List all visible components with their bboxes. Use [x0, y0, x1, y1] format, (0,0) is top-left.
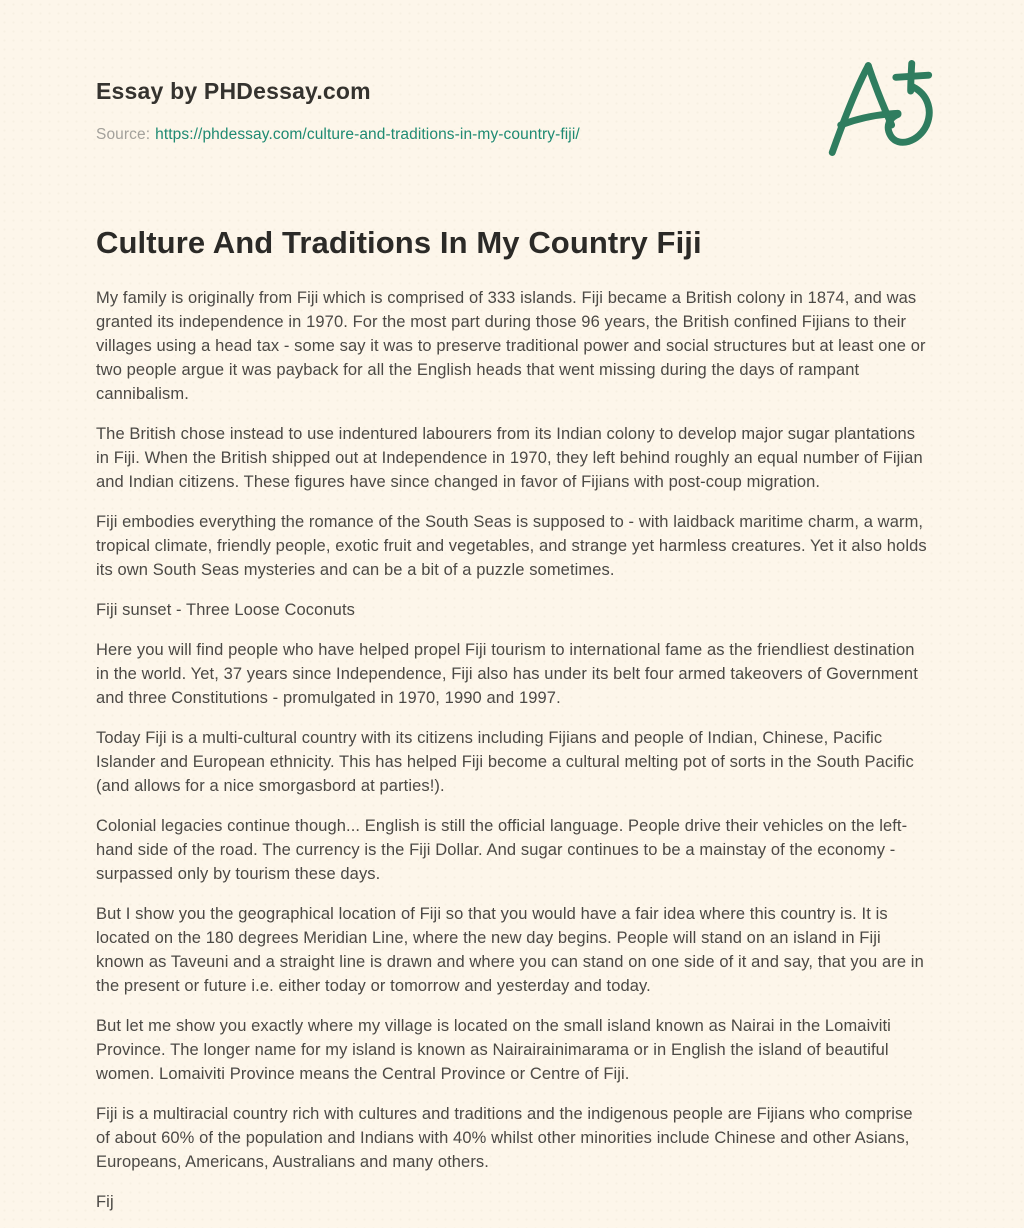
essay-paragraph: Here you will find people who have helped propel Fiji tourism to international fame as the friendliest destination in the world. Yet, 37 years since Independence, Fiji also has under its belt four armed takeovers of Government and three Constitutions - promulgated in 1970, 1990 and 1997.	[96, 641, 918, 707]
essay-content	[96, 225, 928, 1214]
essay-paragraph: The British chose instead to use indentured labourers from its Indian colony to develop major sugar plantations in Fiji. When the British shipped out at Independence in 1970, they left behind roughly an equal number of Fijian and Indian citizens. These figures have since changed in favor of Fijians with post-coup migration.	[96, 425, 923, 491]
essay-paragraph: Colonial legacies continue though... English is still the official language. People drive their vehicles on the left-hand side of the road. The currency is the Fiji Dollar. And sugar continues to be a mainstay of the economy - surpassed only by tourism these days.	[96, 817, 908, 883]
source-label: Source:	[96, 126, 151, 143]
essay-body	[96, 286, 928, 1214]
essay-paragraph: Fij	[96, 1193, 114, 1211]
page-header	[96, 78, 928, 144]
source-url-link[interactable]: https://phdessay.com/culture-and-traditions-in-my-country-fiji/	[155, 126, 580, 143]
essay-paragraph: My family is originally from Fiji which is comprised of 333 islands. Fiji became a British colony in 1874, and was granted its independence in 1970. For the most part during those 96 years, the British confined Fijians to their villages using a head tax - some say it was to preserve traditional power and social structures but at least one or two people argue it was payback for all the English heads that went missing during the days of rampant cannibalism.	[96, 289, 926, 403]
logo-hook	[888, 87, 929, 142]
essay-paragraph: Today Fiji is a multi-cultural country with its citizens including Fijians and people of Indian, Chinese, Pacific Islander and European ethnicity. This has helped Fiji become a cultural melting pot of sorts in the South Pacific (and allows for a nice smorgasbord at parties!).	[96, 729, 914, 795]
essay-paragraph: But let me show you exactly where my village is located on the small island known as Nairai in the Lomaiviti Province. The longer name for my island is known as Nairairainimarama or in English the island of beautiful women. Lomaiviti Province means the Central Province or Centre of Fiji.	[96, 1017, 891, 1083]
source-line	[96, 126, 928, 144]
site-title: Essay by PHDessay.com	[96, 78, 371, 104]
essay-paragraph: Fiji sunset - Three Loose Coconuts	[96, 601, 355, 619]
phdessay-a-plus-logo-icon	[828, 58, 934, 158]
essay-paragraph: Fiji is a multiracial country rich with cultures and traditions and the indigenous people are Fijians who comprise of about 60% of the population and Indians with 40% whilst other minorities include Chinese and other Asians, Europeans, Americans, Australians and many others.	[96, 1105, 913, 1171]
logo-plus-horizontal	[896, 75, 929, 77]
essay-paragraph: But I show you the geographical location of Fiji so that you would have a fair idea where this country is. It is located on the 180 degrees Meridian Line, where the new day begins. People will stand on an island in Fiji known as Taveuni and a straight line is drawn and where you can stand on one side of it and say, that you are in the present or future i.e. either today or tomorrow and yesterday and today.	[96, 905, 924, 995]
logo-a-left-leg	[832, 66, 868, 153]
essay-title: Culture And Traditions In My Country Fiji	[96, 225, 702, 260]
essay-paragraph: Fiji embodies everything the romance of the South Seas is supposed to - with laidback maritime charm, a warm, tropical climate, friendly people, exotic fruit and vegetables, and strange yet harmless creatures. Yet it also holds its own South Seas mysteries and can be a bit of a puzzle sometimes.	[96, 513, 927, 579]
